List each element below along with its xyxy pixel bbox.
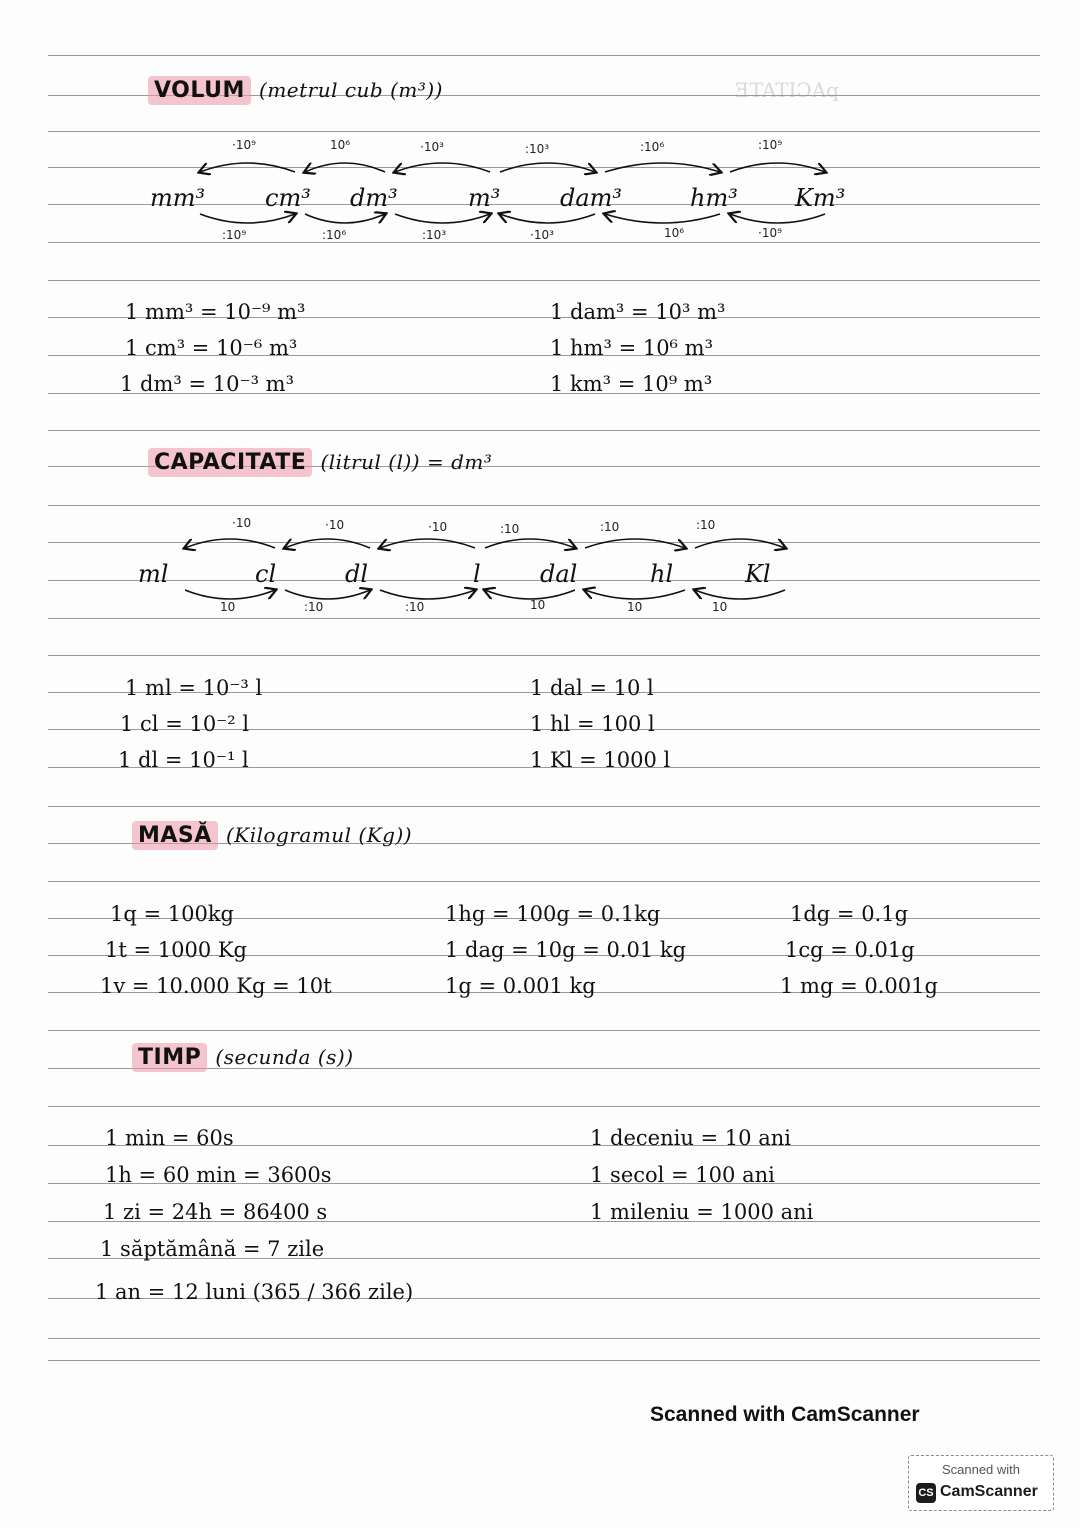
conversion-arrow: [395, 214, 490, 223]
volum-top-label: ·10⁹: [232, 138, 256, 152]
conversion-arrow: [695, 590, 785, 599]
timp-equation: 1 săptămână = 7 zile: [100, 1237, 325, 1261]
capacitate-top-label: :10: [500, 522, 520, 536]
volum-unit: m³: [468, 184, 501, 212]
conversion-arrow: [500, 163, 595, 172]
volum-bottom-label: ·10³: [530, 228, 554, 242]
badge-line2: CamScanner: [940, 1483, 1038, 1500]
conversion-arrow: [695, 539, 785, 548]
conversion-arrow: [305, 163, 385, 172]
capacitate-unit: Kl: [745, 560, 771, 588]
capacitate-bottom-label: 10: [712, 600, 728, 614]
masa-equation: 1t = 1000 Kg: [105, 938, 247, 962]
conversion-arrow: [605, 163, 720, 172]
timp-title: TIMP: [132, 1043, 207, 1072]
volum-unit: cm³: [265, 184, 311, 212]
conversion-arrow: [380, 539, 475, 548]
capacitate-top-label: ·10: [428, 520, 448, 534]
timp-equation: 1 min = 60s: [105, 1126, 234, 1150]
capacitate-equation: 1 dl = 10⁻¹ l: [118, 748, 249, 772]
volum-bottom-label: 10⁶: [664, 226, 685, 240]
timp-equation: 1 deceniu = 10 ani: [590, 1126, 791, 1150]
bleed-through-text: ƎTATIƆAq: [735, 78, 839, 102]
timp-equation: 1 zi = 24h = 86400 s: [103, 1200, 328, 1224]
volum-unit: Km³: [795, 184, 846, 212]
conversion-arrow: [485, 539, 575, 548]
capacitate-equation: 1 Kl = 1000 l: [530, 748, 671, 772]
capacitate-top-label: ·10: [232, 516, 252, 530]
conversion-arrow: [585, 539, 685, 548]
volum-top-label: :10³: [525, 142, 550, 156]
volum-equation: 1 dm³ = 10⁻³ m³: [120, 372, 294, 396]
capacitate-bottom-label: 10: [530, 598, 546, 612]
timp-equation: 1 an = 12 luni (365 / 366 zile): [95, 1280, 414, 1304]
masa-equation: 1 mg = 0.001g: [780, 974, 938, 998]
volum-unit: dam³: [560, 184, 623, 212]
masa-title: MASĂ: [132, 821, 218, 850]
capacitate-bottom-label: :10: [304, 600, 324, 614]
volum-bottom-label: :10⁶: [322, 228, 347, 242]
conversion-arrow: [285, 590, 370, 599]
capacitate-subtitle: (litrul (l)) = dm³: [320, 450, 493, 474]
volum-top-label: ·10³: [420, 140, 444, 154]
masa-equation: 1dg = 0.1g: [790, 902, 909, 926]
masa-equation: 1v = 10.000 Kg = 10t: [100, 974, 332, 998]
conversion-arrow: [485, 590, 575, 599]
conversion-arrow: [200, 163, 295, 172]
capacitate-top-label: ·10: [325, 518, 345, 532]
conversion-arrow: [730, 163, 825, 172]
camscanner-badge: [908, 1455, 1054, 1511]
capacitate-bottom-label: 10: [220, 600, 236, 614]
volum-equation: 1 dam³ = 10³ m³: [550, 300, 726, 324]
conversion-arrow: [395, 163, 490, 172]
capacitate-top-label: :10: [600, 520, 620, 534]
volum-equation: 1 km³ = 10⁹ m³: [550, 372, 713, 396]
volum-equation: 1 hm³ = 10⁶ m³: [550, 336, 713, 360]
conversion-arrow: [585, 590, 685, 599]
volum-top-label: :10⁶: [640, 140, 665, 154]
conversion-arrow: [730, 214, 825, 223]
volum-title: VOLUM: [148, 76, 251, 105]
masa-equation: 1g = 0.001 kg: [445, 974, 596, 998]
volum-equation: 1 mm³ = 10⁻⁹ m³: [125, 300, 306, 324]
capacitate-equation: 1 hl = 100 l: [530, 712, 655, 736]
masa-equation: 1q = 100kg: [110, 902, 235, 926]
conversion-arrow: [380, 590, 475, 599]
timp-equation: 1h = 60 min = 3600s: [105, 1163, 332, 1187]
conversion-arrow: [500, 214, 595, 223]
capacitate-bottom-label: 10: [627, 600, 643, 614]
volum-equation: 1 cm³ = 10⁻⁶ m³: [125, 336, 298, 360]
capacitate-bottom-label: :10: [405, 600, 425, 614]
volum-top-label: 10⁶: [330, 138, 351, 152]
capacitate-unit: dl: [345, 560, 369, 588]
conversion-arrow: [185, 539, 275, 548]
volum-bottom-label: :10³: [422, 228, 447, 242]
conversion-arrow: [285, 539, 370, 548]
capacitate-equation: 1 ml = 10⁻³ l: [125, 676, 263, 700]
masa-subtitle: (Kilogramul (Kg)): [225, 823, 413, 847]
capacitate-unit: ml: [138, 560, 169, 588]
capacitate-equation: 1 dal = 10 l: [530, 676, 654, 700]
capacitate-unit: hl: [650, 560, 674, 588]
volum-bottom-label: :10⁹: [222, 228, 247, 242]
masa-equation: 1hg = 100g = 0.1kg: [445, 902, 661, 926]
timp-equation: 1 mileniu = 1000 ani: [590, 1200, 814, 1224]
masa-equation: 1 dag = 10g = 0.01 kg: [445, 938, 687, 962]
capacitate-unit: dal: [540, 560, 578, 588]
timp-equation: 1 secol = 100 ani: [590, 1163, 775, 1187]
conversion-arrow: [200, 214, 295, 223]
badge-line1: Scanned with: [941, 1462, 1021, 1477]
masa-equation: 1cg = 0.01g: [785, 938, 915, 962]
volum-unit: mm³: [150, 184, 206, 212]
capacitate-unit: cl: [255, 560, 277, 588]
camscanner-logo-icon: CS: [916, 1483, 936, 1503]
scanned-watermark-text: Scanned with CamScanner: [650, 1403, 920, 1426]
volum-unit: dm³: [350, 184, 398, 212]
capacitate-equation: 1 cl = 10⁻² l: [120, 712, 250, 736]
timp-subtitle: (secunda (s)): [215, 1045, 354, 1069]
conversion-arrow: [185, 590, 275, 599]
conversion-arrow: [605, 214, 720, 223]
volum-top-label: :10⁹: [758, 138, 783, 152]
capacitate-title: CAPACITATE: [148, 448, 312, 477]
volum-bottom-label: ·10⁹: [758, 226, 782, 240]
capacitate-top-label: :10: [696, 518, 716, 532]
volum-subtitle: (metrul cub (m³)): [259, 78, 443, 102]
conversion-arrow: [305, 214, 385, 223]
volum-unit: hm³: [690, 184, 738, 212]
capacitate-unit: l: [473, 560, 481, 588]
